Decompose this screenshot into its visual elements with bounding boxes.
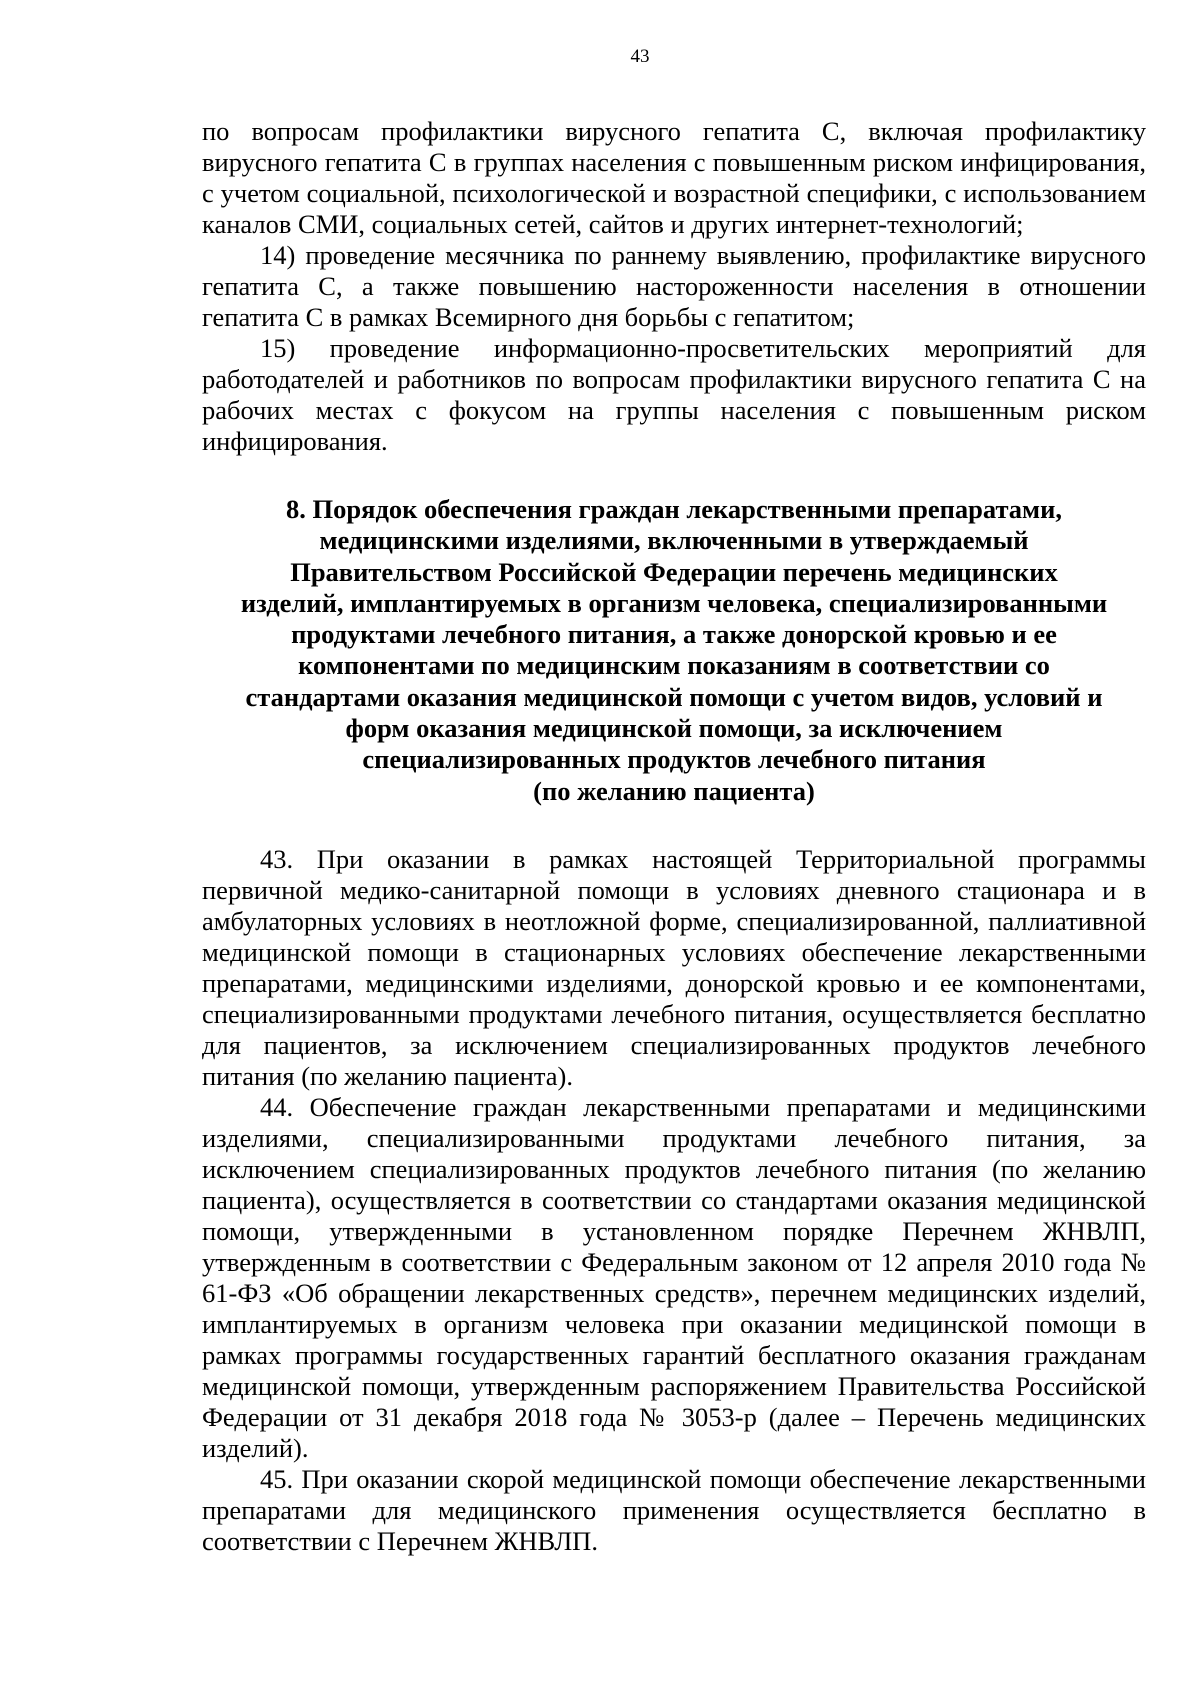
paragraph-point-44: 44. Обеспечение граждан лекарственными препаратами и медицинскими изделиями, специализированными продуктами лечебного питания, за исключением специализированных продуктов лечебного питания (по желанию пациента), осуществляется в соответствии со стандартами оказания медицинской помощи, утвержденными в установленном порядке Перечнем ЖНВЛП, утвержденным в соответствии с Федеральным законом от 12 апреля 2010 года № 61-ФЗ «Об обращении лекарственных средств», перечнем медицинских изделий, имплантируемых в организм человека при оказании медицинской помощи в рамках программы государственных гарантий бесплатного оказания гражданам медицинской помощи, утвержденным распоряжением Правительства Российской Федерации от 31 декабря 2018 года № 3053-р (далее – Перечень медицинских изделий).	[202, 1091, 1146, 1463]
paragraph-point-45: 45. При оказании скорой медицинской помощи обеспечение лекарственными препаратами для медицинского применения осуществляется бесплатно в соответствии с Перечнем ЖНВЛП.	[202, 1463, 1146, 1556]
heading-line: специализированных продуктов лечебного питания	[362, 744, 986, 775]
page-number: 43	[630, 46, 650, 67]
heading-line: продуктами лечебного питания, а также донорской кровью и ее	[291, 619, 1057, 650]
document-body	[202, 116, 1146, 1557]
heading-line: Правительством Российской Федерации перечень медицинских	[290, 556, 1058, 587]
heading-line: форм оказания медицинской помощи, за исключением	[345, 713, 1003, 744]
paragraph-item-15: 15) проведение информационно-просветительских мероприятий для работодателей и работников по вопросам профилактики вирусного гепатита С на рабочих местах с фокусом на группы населения с повышенным риском инфицирования.	[202, 333, 1146, 456]
heading-line: 8. Порядок обеспечения граждан лекарственными препаратами,	[286, 494, 1062, 524]
heading-line: стандартами оказания медицинской помощи с учетом видов, условий и	[245, 681, 1103, 712]
paragraph-point-43: 43. При оказании в рамках настоящей Территориальной программы первичной медико-санитарной помощи в условиях дневного стационара и в амбулаторных условиях в неотложной форме, специализированной, паллиативной медицинской помощи в стационарных условиях обеспечение лекарственными препаратами, медицинскими изделиями, донорской кровью и ее компонентами, специализированными продуктами лечебного питания, осуществляется бесплатно для пациентов, за исключением специализированных продуктов лечебного питания (по желанию пациента).	[202, 843, 1146, 1091]
heading-line: медицинскими изделиями, включенными в утверждаемый	[319, 525, 1029, 556]
paragraph-continuation: по вопросам профилактики вирусного гепатита С, включая профилактику вирусного гепатита С в группах населения с повышенным риском инфицирования, с учетом социальной, психологической и возрастной специфики, с использованием каналов СМИ, социальных сетей, сайтов и других интернет-технологий;	[202, 116, 1146, 239]
heading-line: изделий, имплантируемых в организм человека, специализированными	[240, 587, 1108, 618]
paragraph-item-14: 14) проведение месячника по раннему выявлению, профилактике вирусного гепатита С, а также повышению настороженности населения в отношении гепатита С в рамках Всемирного дня борьбы с гепатитом;	[202, 240, 1146, 332]
heading-line: (по желанию пациента)	[533, 775, 815, 806]
section-heading	[202, 494, 1146, 807]
heading-line: компонентами по медицинским показаниям в соответствии со	[298, 650, 1050, 681]
